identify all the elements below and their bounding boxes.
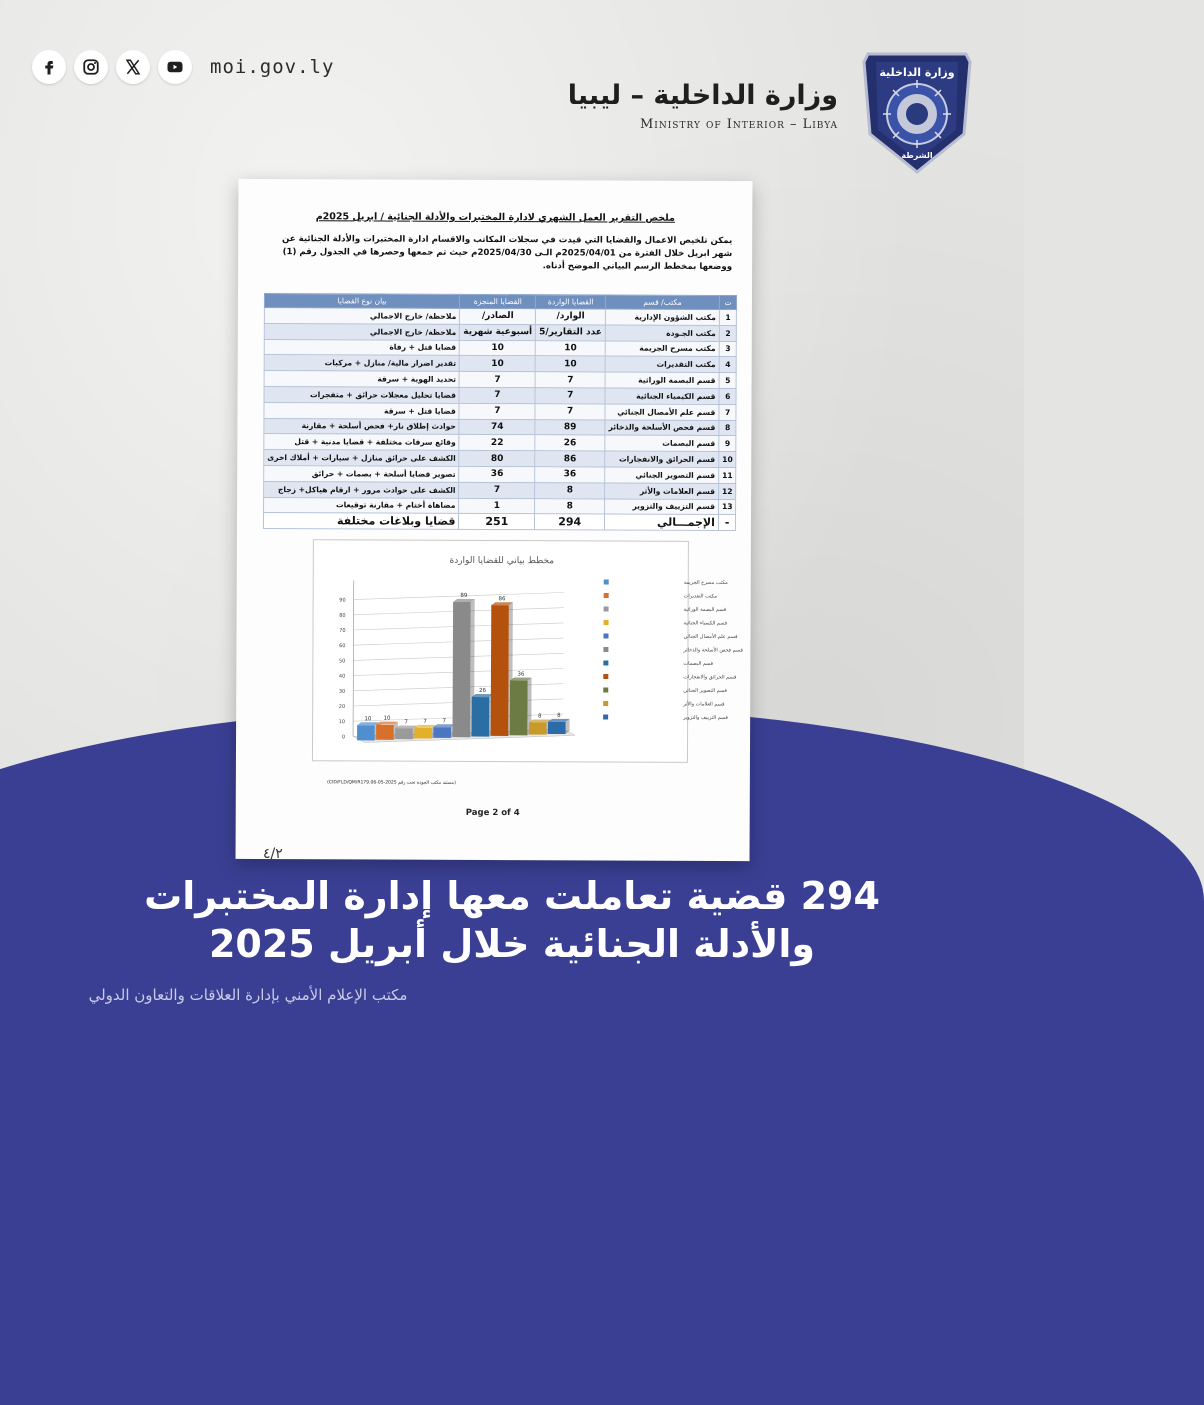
headline-line-2: والأدلة الجنائية خلال أبريل 2025 <box>208 922 816 966</box>
cell-incoming: 86 <box>535 451 605 467</box>
y-tick-label: 70 <box>339 627 346 634</box>
headline-line-1: 294 قضية تعاملت معها إدارة المختبرات <box>144 874 880 918</box>
instagram-icon[interactable] <box>74 50 108 84</box>
cell-idx: 4 <box>719 357 737 373</box>
cell-completed: 74 <box>459 419 535 435</box>
cell-office: قسم فحص الأسلحة والذخائر <box>605 420 719 436</box>
cell-incoming: 8 <box>535 498 605 514</box>
cell-office: مكتب الشؤون الإدارية <box>605 309 719 325</box>
cell-incoming: 89 <box>535 419 605 435</box>
cell-notes: قضايا وبلاغات مختلفة <box>263 513 458 530</box>
cell-completed: أسبوعية شهرية <box>460 324 536 340</box>
legend-entry: قسم علم الأمصال الجنائي <box>683 633 738 641</box>
cell-notes: تحديد الهوية + سرقة <box>264 371 459 388</box>
cases-table <box>263 293 734 531</box>
cell-office: قسم البصمة الوراثية <box>605 372 719 388</box>
legend-swatch <box>603 674 608 679</box>
cell-incoming: 36 <box>535 467 605 483</box>
cell-completed: 10 <box>460 356 536 372</box>
legend-swatch <box>604 579 609 584</box>
chart-bar <box>491 605 509 736</box>
cell-office: قسم العلامات والأثر <box>605 483 719 499</box>
legend-entry: قسم العلامات والأثر <box>683 701 725 708</box>
cell-notes: حوادث إطلاق نار+ فحص أسلحة + مقارنة <box>264 418 459 435</box>
cell-idx: 9 <box>719 436 737 452</box>
facebook-icon[interactable] <box>32 50 66 84</box>
cell-idx: 13 <box>718 499 736 515</box>
document-reference: (مستند مكتب الجودة تحت رقم 2025-05-06.CID/FLD/QM/R179) <box>327 780 456 786</box>
page-number: Page 2 of 4 <box>465 807 520 819</box>
image-page-fraction: ٤/٢ <box>263 846 283 862</box>
cell-incoming: 7 <box>535 372 605 388</box>
chart-svg <box>313 540 743 764</box>
x-icon[interactable] <box>116 50 150 84</box>
cell-notes: الكشف على حوادث مرور + ارقام هياكل+ زجاج <box>264 481 459 498</box>
chart-bar <box>433 727 451 738</box>
y-tick-label: 10 <box>338 719 346 726</box>
cell-incoming: 10 <box>535 356 605 372</box>
cell-office: قسم الحرائق والانفجارات <box>605 451 719 467</box>
legend-swatch <box>603 633 608 638</box>
chart-bar <box>453 602 471 737</box>
legend-swatch <box>603 687 608 692</box>
cell-idx: 12 <box>718 483 736 499</box>
cell-office: قسم الكيمياء الجنائية <box>605 388 719 404</box>
cell-incoming: 7 <box>535 403 605 419</box>
cell-notes: وقائع سرقات مختلفة + قضايا مدنية + قتل <box>264 434 459 451</box>
cell-incoming: 7 <box>535 388 605 404</box>
cell-idx: 6 <box>719 388 737 404</box>
cell-incoming: 294 <box>535 514 605 530</box>
legend-entry: قسم البصمة الوراثية <box>683 606 727 614</box>
legend-swatch <box>603 714 608 719</box>
cell-incoming: الوارد/ <box>536 309 606 325</box>
chart-data-label: 7 <box>442 718 447 725</box>
cell-completed: 251 <box>459 514 535 530</box>
legend-entry: مكتب التقديرات <box>683 593 717 600</box>
y-tick-label: 80 <box>339 612 346 619</box>
legend-swatch <box>603 701 608 706</box>
chart-bar <box>472 697 490 737</box>
cell-completed: 80 <box>459 451 535 467</box>
chart-data-label: 86 <box>498 596 506 603</box>
cell-office: قسم التصوير الجنائي <box>605 467 719 483</box>
legend-entry: قسم التزييف والتزوير <box>683 714 728 722</box>
chart-data-label: 7 <box>404 719 408 726</box>
chart-data-label: 36 <box>517 671 525 678</box>
cell-incoming: 10 <box>536 340 606 356</box>
chart-bar <box>529 722 547 734</box>
cell-completed: 22 <box>459 435 535 451</box>
chart-bar <box>548 722 566 734</box>
headline <box>60 872 964 968</box>
site-url[interactable]: moi.gov.ly <box>210 56 335 78</box>
y-tick-label: 0 <box>341 734 346 741</box>
chart-data-label: 8 <box>537 713 542 720</box>
header-office: مكتب/ قسم <box>606 295 720 309</box>
cell-completed: 1 <box>459 498 535 514</box>
cell-office: قسم علم الأمصال الجنائي <box>605 404 719 420</box>
emblem-top-text: وزارة الداخلية <box>879 66 955 79</box>
ministry-title-english: Ministry of Interior – Libya <box>639 117 838 132</box>
legend-swatch <box>603 647 608 652</box>
cell-notes: قضايا تحليل معجلات حرائق + متفجرات <box>264 386 459 403</box>
legend-swatch <box>604 620 609 625</box>
legend-swatch <box>603 660 608 665</box>
emblem-bottom-text: الشرطة <box>901 151 933 160</box>
chart-bar <box>414 728 432 739</box>
y-tick-label: 60 <box>339 643 346 650</box>
cell-completed: الصادر/ <box>460 308 536 324</box>
ministry-title-arabic: وزارة الداخلية – ليبيا <box>567 80 838 111</box>
legend-entry: قسم الكيمياء الجنائية <box>683 620 728 627</box>
legend-swatch <box>604 606 609 611</box>
legend-entry: قسم فحص الأسلحة والذخائر <box>683 647 743 654</box>
cell-office: مكتب مسرح الجريمة <box>605 341 719 357</box>
legend-entry: قسم البصمات <box>683 660 714 667</box>
cell-completed: 7 <box>460 372 536 388</box>
cell-completed: 7 <box>459 482 535 498</box>
cell-notes: قضايا قتل + سرقة <box>264 402 459 419</box>
cell-idx: 5 <box>719 373 737 389</box>
y-tick-label: 40 <box>338 673 346 680</box>
cell-office: مكتب التقديرات <box>605 356 719 372</box>
y-tick-label: 30 <box>338 688 346 695</box>
cell-notes: ملاحظة/ خارج الاجمالي <box>264 323 459 340</box>
cell-idx: 3 <box>719 341 737 357</box>
cell-notes: الكشف على حرائق منازل + سيارات + أملاك اخرى <box>264 450 459 467</box>
cell-idx: 11 <box>719 467 737 483</box>
cell-idx: 2 <box>719 325 737 341</box>
cell-incoming: عدد التقارير/5 <box>536 324 606 340</box>
chart-bar <box>395 728 413 739</box>
cell-notes: ملاحظة/ خارج الاجمالي <box>264 307 459 324</box>
cell-idx: - <box>718 515 736 531</box>
cell-office: قسم البصمات <box>605 435 719 451</box>
cell-idx: 7 <box>719 404 737 420</box>
chart-data-label: 10 <box>383 715 391 722</box>
legend-entry: مكتب مسرح الجريمة <box>683 579 728 587</box>
cell-notes: مضاهاة أختام + مقارنة توقيعات <box>264 497 459 514</box>
youtube-icon[interactable] <box>158 50 192 84</box>
chart-bar <box>357 725 375 740</box>
cell-completed: 36 <box>459 466 535 482</box>
y-tick-label: 90 <box>339 597 346 604</box>
document-intro: يمكن تلخيص الاعمال والقضايا التي قيدت في سجلات المكاتب والاقسام ادارة المختبرات والأدلة الجنائية عن شهر ابريل خلال الفترة من 2025/04/01م الـى 2025/04/30م حيث تم جمعها وحصرها في الجدول رقم (1) ووضعها بمخطط الرسم البياني الموضح أدناه. <box>282 234 733 273</box>
cell-completed: 10 <box>460 340 536 356</box>
cell-office: الإجمـــالي <box>605 514 719 530</box>
cell-incoming: 26 <box>535 435 605 451</box>
cell-notes: قضايا قتل + رفاة <box>264 339 459 356</box>
chart-data-label: 10 <box>364 716 372 723</box>
chart-data-label: 26 <box>479 688 487 695</box>
cell-completed: 7 <box>459 387 535 403</box>
cell-office: قسم التزييف والتزوير <box>605 499 719 515</box>
legend-entry: قسم الحرائق والانفجارات <box>683 674 737 681</box>
cell-completed: 7 <box>459 403 535 419</box>
chart-title: مخطط بياني للقضايا الواردة <box>449 555 555 567</box>
table-total-row <box>263 513 736 531</box>
incoming-cases-chart <box>312 539 743 763</box>
ministry-emblem-logo <box>860 40 974 176</box>
cell-notes: تقدير اضرار مالية/ منازل + مركبات <box>264 355 459 372</box>
cell-office: مكتب الجـودة <box>605 325 719 341</box>
cell-idx: 8 <box>719 420 737 436</box>
legend-swatch <box>604 593 609 598</box>
y-tick-label: 50 <box>338 658 346 665</box>
chart-data-label: 89 <box>460 592 468 599</box>
chart-data-label: 8 <box>557 712 561 719</box>
social-links <box>32 50 334 84</box>
cell-idx: 10 <box>719 452 737 468</box>
header-completed: القضايا المنجزة <box>460 294 536 308</box>
header-notes: بيان نوع القضايا <box>264 293 459 308</box>
header-idx: ت <box>719 295 737 309</box>
report-document <box>236 179 753 861</box>
cell-idx: 1 <box>719 309 737 325</box>
legend-entry: قسم التصوير الجنائي <box>683 687 727 695</box>
chart-data-label: 7 <box>423 718 427 725</box>
footer-credit: مكتب الإعلام الأمني بإدارة العلاقات والتعاون الدولي <box>88 986 408 1004</box>
cell-incoming: 8 <box>535 482 605 498</box>
chart-bar <box>376 725 394 740</box>
header-incoming: القضايا الواردة <box>536 295 606 309</box>
cell-notes: تصوير قضايا أسلحة + بصمات + حرائق <box>264 465 459 482</box>
y-tick-label: 20 <box>338 703 346 710</box>
document-title: ملخص التقرير العمل الشهري لادارة المختبرات والأدلة الجنائية / ابريل 2025م <box>315 211 675 224</box>
y-axis <box>353 580 354 736</box>
chart-bar <box>510 681 528 736</box>
